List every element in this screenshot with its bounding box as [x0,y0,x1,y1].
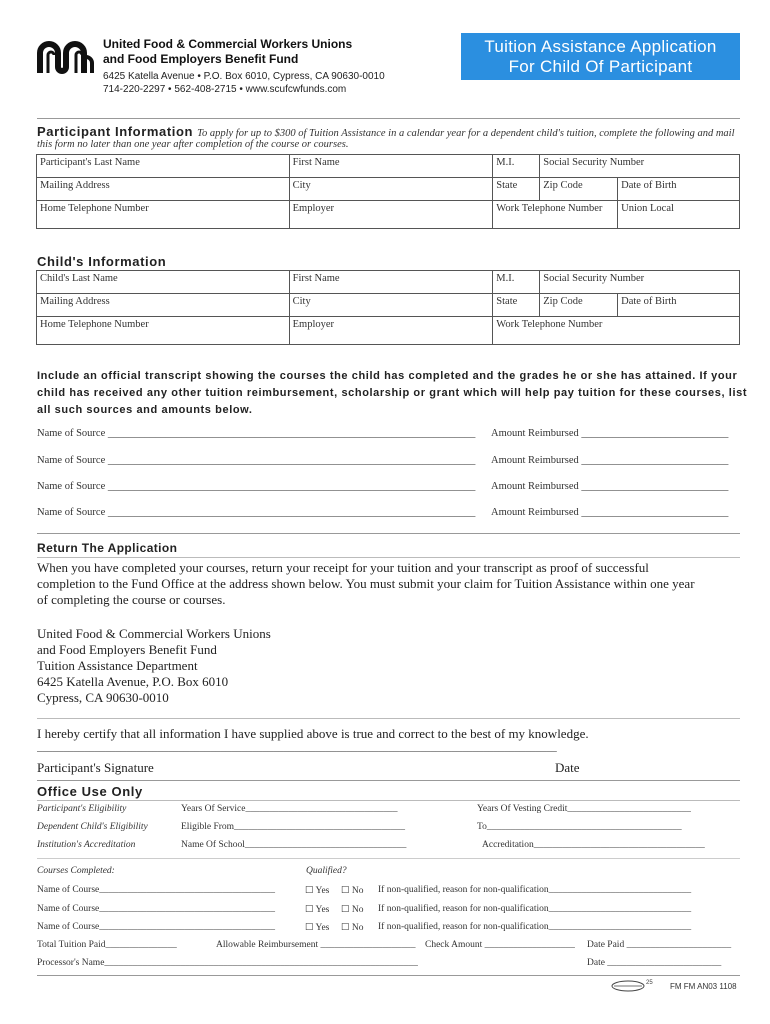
address-line: 6425 Katella Avenue, P.O. Box 6010 [37,674,229,689]
qualified-label: Qualified? [306,866,347,876]
divider [37,975,740,976]
return-section-title: Return The Application [37,541,178,555]
address-line: Cypress, CA 90630-0010 [37,690,169,705]
source-name-line[interactable]: Name of Source ______________________________________________________________________ [37,481,476,492]
participant-mailing-address-field[interactable]: Mailing Address [37,178,290,201]
child-ssn-field[interactable]: Social Security Number [540,271,740,294]
date-label: Date [555,760,580,775]
participant-first-name-field[interactable]: First Name [289,155,493,178]
table-row [37,178,740,201]
org-name-line2: and Food Employers Benefit Fund [103,52,299,66]
eligible-from-line[interactable]: Eligible From____________________________________ [181,822,406,832]
courses-completed-label: Courses Completed: [37,866,115,876]
table-row [37,271,740,294]
transcript-instructions [37,368,752,419]
child-mailing-address-field[interactable]: Mailing Address [37,294,290,317]
address-line: and Food Employers Benefit Fund [37,642,217,657]
signature-label: Participant's Signature [37,760,154,775]
child-first-name-field[interactable]: First Name [289,271,493,294]
amount-reimbursed-line[interactable]: Amount Reimbursed ____________________________ [491,481,729,492]
participant-mi-field[interactable]: M.I. [493,155,540,178]
source-row-2 [37,455,475,466]
divider [37,118,740,119]
source-name-line[interactable]: Name of Source ______________________________________________________________________ [37,428,476,439]
qualified-yes-checkbox[interactable]: ☐ Yes [305,923,330,933]
signature-line[interactable]: ___________________________________________________________________________________________________ [37,742,557,753]
course-name-line[interactable]: Name of Course_____________________________________ [37,885,276,895]
org-name-line1: United Food & Commercial Workers Unions [103,37,353,51]
participant-dob-field[interactable]: Date of Birth [618,178,740,201]
union-bug [610,980,654,994]
child-zip-field[interactable]: Zip Code [540,294,618,317]
dependent-eligibility-label: Dependent Child's Eligibility [37,822,148,832]
years-vesting-credit-line[interactable]: Years Of Vesting Credit__________________________ [477,804,691,814]
union-bug-number: 25 [646,980,653,986]
eligible-to-line[interactable]: To_________________________________________ [477,822,682,832]
form-title-line2: For Child Of Participant [508,57,693,76]
divider [37,780,740,781]
amount-row-1 [491,428,728,439]
participant-state-field[interactable]: State [493,178,540,201]
return-paragraph-line2: completion to the Fund Office at the address shown below. You must submit your claim for Tuition Assistance within one year [37,576,695,591]
org-contact: 714-220-2297 • 562-408-2715 • www.scufcwfunds.com [103,84,347,95]
child-state-field[interactable]: State [493,294,540,317]
office-use-title: Office Use Only [37,784,143,799]
child-last-name-field[interactable]: Child's Last Name [37,271,290,294]
years-of-service-line[interactable]: Years Of Service________________________________ [181,804,398,814]
course-name-line[interactable]: Name of Course_____________________________________ [37,922,276,932]
source-row-1 [37,428,475,439]
return-instructions [37,560,752,608]
non-qualification-reason-line[interactable]: If non-qualified, reason for non-qualification______________________________ [378,904,692,914]
child-section-title: Child's Information [37,254,167,269]
source-name-line[interactable]: Name of Source ______________________________________________________________________ [37,455,476,466]
address-line: United Food & Commercial Workers Unions [37,626,271,641]
accreditation-line[interactable]: Accreditation____________________________________ [482,840,705,850]
participant-zip-field[interactable]: Zip Code [540,178,618,201]
participant-union-local-field[interactable]: Union Local [618,201,740,229]
table-row [37,155,740,178]
address-line: Tuition Assistance Department [37,658,198,673]
mailing-address-block [37,626,271,706]
non-qualification-reason-line[interactable]: If non-qualified, reason for non-qualification______________________________ [378,922,692,932]
table-row [37,294,740,317]
institution-accreditation-label: Institution's Accreditation [37,840,136,850]
amount-row-2 [491,455,728,466]
amount-row-4 [491,507,728,518]
divider [37,557,740,558]
divider [37,858,740,859]
qualified-yes-checkbox[interactable]: ☐ Yes [305,886,330,896]
table-row [37,317,740,345]
amount-reimbursed-line[interactable]: Amount Reimbursed ____________________________ [491,428,729,439]
non-qualification-reason-line[interactable]: If non-qualified, reason for non-qualification______________________________ [378,885,692,895]
name-of-school-line[interactable]: Name Of School__________________________________ [181,840,407,850]
qualified-no-checkbox[interactable]: ☐ No [341,905,364,915]
return-paragraph-line1: When you have completed your courses, return your receipt for your tuition and your transcript as proof of successful [37,560,649,575]
union-label-icon [610,980,646,992]
qualified-yes-checkbox[interactable]: ☐ Yes [305,905,330,915]
participant-last-name-field[interactable]: Participant's Last Name [37,155,290,178]
instructions-line1: Include an official transcript showing the courses the child has completed and the grades he or she has attained. If your [37,370,738,382]
source-row-4 [37,507,475,518]
check-amount-line[interactable]: Check Amount ___________________ [425,940,575,950]
qualified-no-checkbox[interactable]: ☐ No [341,923,364,933]
child-mi-field[interactable]: M.I. [493,271,540,294]
return-paragraph-line3: of completing the course or courses. [37,592,226,607]
participant-employer-field[interactable]: Employer [289,201,493,229]
divider [37,800,740,801]
qualified-no-checkbox[interactable]: ☐ No [341,886,364,896]
participant-eligibility-label: Participant's Eligibility [37,804,127,814]
allowable-reimbursement-line[interactable]: Allowable Reimbursement ____________________ [216,940,416,950]
participant-city-field[interactable]: City [289,178,493,201]
child-home-phone-field[interactable]: Home Telephone Number [37,317,290,345]
participant-note-line2: this form no later than one year after completion of the course or courses. [37,139,349,150]
date-paid-line[interactable]: Date Paid ______________________ [587,940,732,950]
source-name-line[interactable]: Name of Source ______________________________________________________________________ [37,507,476,518]
certification-statement: I hereby certify that all information I have supplied above is true and correct to the best of my knowledge. [37,726,589,741]
participant-work-phone-field[interactable]: Work Telephone Number [493,201,618,229]
participant-ssn-field[interactable]: Social Security Number [540,155,740,178]
participant-section-title: Participant Information [37,124,194,139]
total-tuition-paid-line[interactable]: Total Tuition Paid_______________ [37,940,177,950]
processor-name-line[interactable]: Processor's Name__________________________________________________________________ [37,958,418,968]
fund-logo [36,37,94,75]
child-city-field[interactable]: City [289,294,493,317]
form-title-line1: Tuition Assistance Application [484,37,717,56]
participant-note: To apply for up to $300 of Tuition Assistance in a calendar year for a dependent child's tuition, complete the following and mail [197,128,735,139]
source-row-3 [37,481,475,492]
participant-table [36,154,740,229]
course-name-line[interactable]: Name of Course_____________________________________ [37,904,276,914]
instructions-line3: all such sources and amounts below. [37,404,253,416]
amount-reimbursed-line[interactable]: Amount Reimbursed ____________________________ [491,507,729,518]
divider [37,718,740,719]
participant-home-phone-field[interactable]: Home Telephone Number [37,201,290,229]
ufcw-logo-icon [36,37,94,75]
divider [37,533,740,534]
child-dob-field[interactable]: Date of Birth [618,294,740,317]
amount-row-3 [491,481,728,492]
form-title-box [461,33,740,80]
processor-date-line[interactable]: Date ________________________ [587,958,722,968]
instructions-line2: child has received any other tuition reimbursement, scholarship or grant which will help pay tuition for these courses, list [37,387,748,399]
child-work-phone-field[interactable]: Work Telephone Number [493,317,740,345]
table-row [37,201,740,229]
amount-reimbursed-line[interactable]: Amount Reimbursed ____________________________ [491,455,729,466]
child-table [36,270,740,345]
form-code: FM FM AN03 1108 [670,982,737,991]
org-address: 6425 Katella Avenue • P.O. Box 6010, Cypress, CA 90630-0010 [103,71,385,82]
child-employer-field[interactable]: Employer [289,317,493,345]
